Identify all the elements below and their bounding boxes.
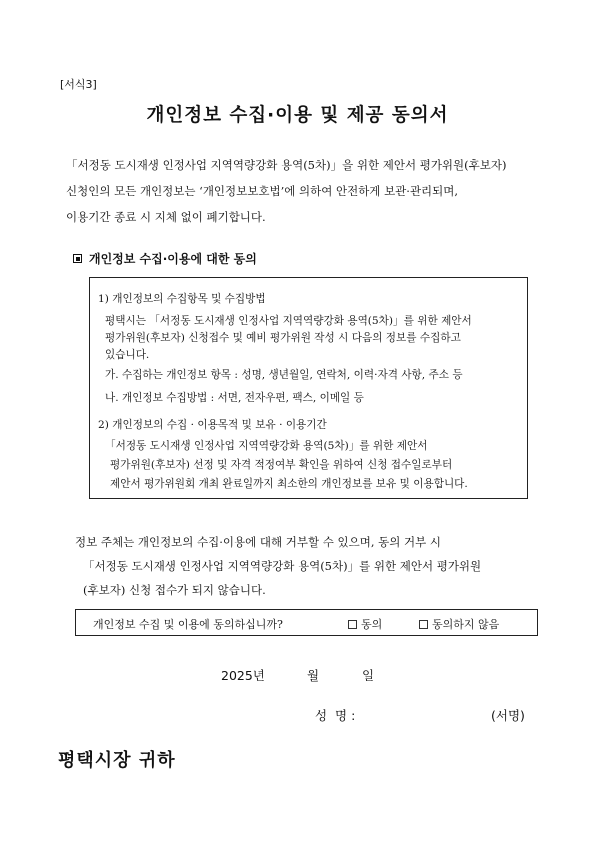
agree-option[interactable] bbox=[348, 616, 382, 632]
refusal-notice bbox=[75, 530, 545, 602]
date-day: 일 bbox=[362, 668, 375, 683]
agree-checkbox[interactable] bbox=[348, 620, 357, 629]
disagree-checkbox[interactable] bbox=[419, 620, 428, 629]
intro-paragraph bbox=[66, 152, 546, 230]
intro-line: 이용기간 종료 시 지체 없이 폐기합니다. bbox=[66, 210, 266, 224]
disagree-option[interactable] bbox=[419, 616, 499, 632]
notice-line: 「서정동 도시재생 인정사업 지역역량강화 용역(5차)」를 위한 제안서 평가위원 bbox=[83, 559, 482, 573]
intro-line: 「서정동 도시재생 인정사업 지역역량강화 용역(5차)」을 위한 제안서 평가위원(후보자) bbox=[66, 158, 507, 172]
filled-square-icon bbox=[73, 254, 82, 263]
section-title: 개인정보 수집·이용에 대한 동의 bbox=[89, 252, 257, 266]
signature-label: 성 명 : bbox=[315, 708, 356, 723]
item1-body-line: 있습니다. bbox=[105, 349, 150, 361]
disagree-label: 동의하지 않음 bbox=[432, 618, 500, 631]
consent-question-box bbox=[75, 609, 538, 636]
item2-body-line: 제안서 평가위원회 개최 완료일까지 최소한의 개인정보를 보유 및 이용합니다. bbox=[110, 478, 468, 490]
item1-title: 1) 개인정보의 수집항목 및 수집방법 bbox=[98, 293, 266, 305]
consent-details-box bbox=[89, 277, 528, 499]
section-heading bbox=[73, 250, 257, 267]
item1-collected-items: 가. 수집하는 개인정보 항목 : 성명, 생년월일, 연락처, 이력·자격 사항, 주소 등 bbox=[105, 369, 463, 381]
signature-seal: (서명) bbox=[491, 708, 525, 723]
consent-question: 개인정보 수집 및 이용에 동의하십니까? bbox=[93, 618, 283, 631]
agree-label: 동의 bbox=[361, 618, 383, 631]
date-year: 2025년 bbox=[221, 668, 265, 683]
notice-line: (후보자) 신청 접수가 되지 않습니다. bbox=[83, 583, 266, 597]
item2-body-line: 평가위원(후보자) 선정 및 자격 적정여부 확인을 위하여 신청 접수일로부터 bbox=[110, 459, 453, 471]
item2-title: 2) 개인정보의 수집 · 이용목적 및 보유 · 이용기간 bbox=[98, 419, 327, 431]
intro-line: 신청인의 모든 개인정보는 ‘개인정보보호법’에 의하여 안전하게 보관·관리되며, bbox=[66, 184, 459, 198]
addressee: 평택시장 귀하 bbox=[58, 750, 176, 771]
notice-line: 정보 주체는 개인정보의 수집·이용에 대해 거부할 수 있으며, 동의 거부 시 bbox=[75, 535, 442, 549]
item1-body-line: 평가위원(후보자) 신청접수 및 예비 평가위원 작성 시 다음의 정보를 수집하고 bbox=[105, 332, 461, 344]
item1-collection-method: 나. 개인정보 수집방법 : 서면, 전자우편, 팩스, 이메일 등 bbox=[105, 392, 364, 404]
date-month: 월 bbox=[307, 668, 320, 683]
document-title: 개인정보 수집·이용 및 제공 동의서 bbox=[146, 105, 449, 126]
item1-body-line: 평택시는 「서정동 도시재생 인정사업 지역역량강화 용역(5차)」를 위한 제안서 bbox=[105, 315, 472, 327]
item2-body-line: 「서정동 도시재생 인정사업 지역역량강화 용역(5차)」를 위한 제안서 bbox=[105, 440, 428, 452]
form-number: [서식3] bbox=[60, 78, 97, 91]
